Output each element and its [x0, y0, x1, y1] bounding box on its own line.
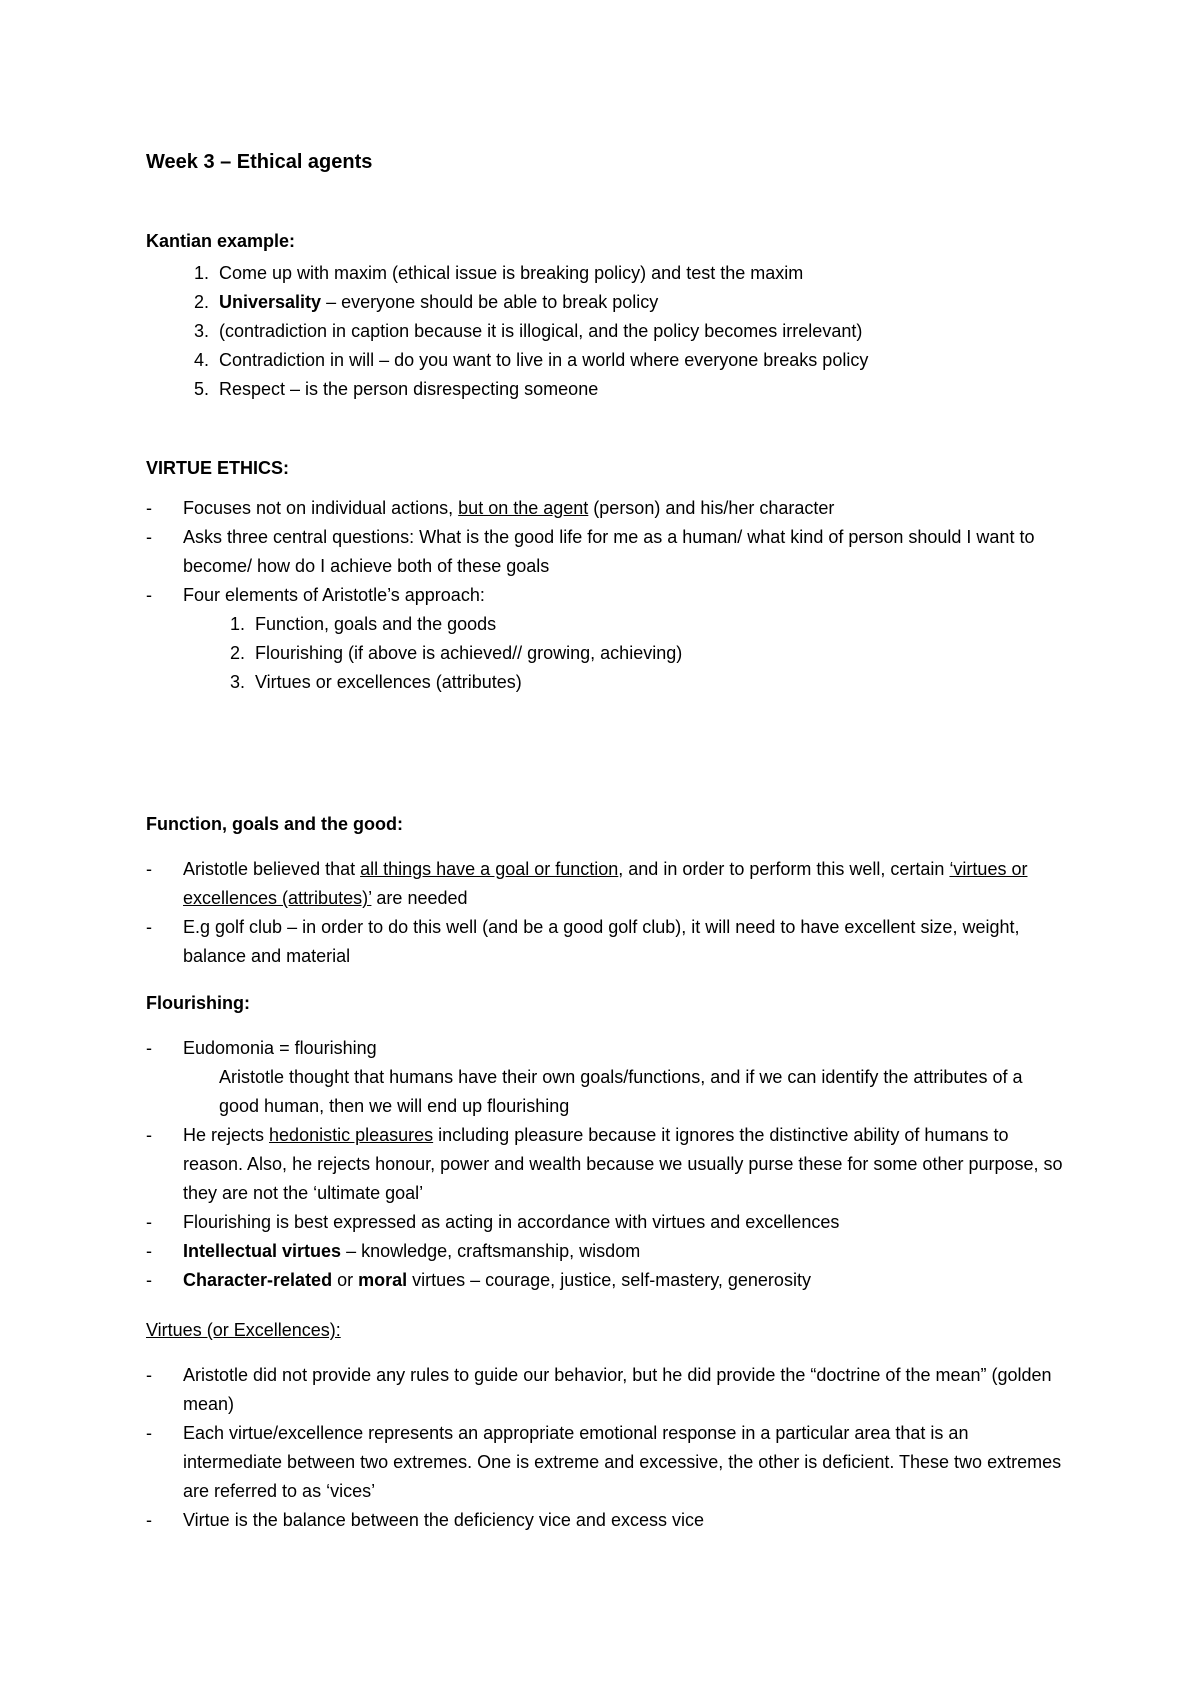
indented-note: Aristotle thought that humans have their own goals/functions, and if we can identify the attributes of a good human, then we will end up flourishing [219, 1067, 1023, 1116]
underlined-text: ‘virtues or excellences (attributes)’ [183, 859, 1028, 908]
kantian-heading: Kantian example: [146, 231, 296, 251]
bullet-dash: - [146, 917, 152, 937]
bullet-item [146, 523, 1066, 581]
sub-list-item [146, 610, 1066, 639]
bullet-text: He rejects [183, 1125, 270, 1145]
bold-term: Character-related [183, 1270, 333, 1290]
bullet-item [146, 913, 1066, 971]
list-text: Flourishing (if above is achieved// growing, achieving) [255, 643, 683, 663]
bullet-item [146, 581, 1066, 610]
bold-term: Universality [219, 292, 322, 312]
list-number: 2. [229, 643, 245, 663]
bullet-dash: - [146, 1423, 152, 1443]
bullet-dash: - [146, 859, 152, 879]
function-heading: Function, goals and the good: [146, 814, 403, 834]
virtue-ethics-heading: VIRTUE ETHICS: [146, 458, 290, 478]
bullet-text: are needed [371, 888, 468, 908]
bold-term: moral [358, 1270, 408, 1290]
flourishing-heading: Flourishing: [146, 993, 250, 1013]
bullet-text: Asks three central questions: What is the good life for me as a human/ what kind of person should I want to become/ how do I achieve both of these goals [183, 527, 1035, 576]
kantian-list [146, 259, 1066, 404]
bullet-text: Flourishing is best expressed as acting in accordance with virtues and excellences [183, 1212, 840, 1232]
sub-list-item [146, 639, 1066, 668]
bullet-dash: - [146, 1365, 152, 1385]
function-list [146, 855, 1066, 971]
bullet-text: or [332, 1270, 359, 1290]
bullet-dash: - [146, 1510, 152, 1530]
list-number: 3. [229, 672, 245, 692]
bullet-item [146, 1506, 1066, 1535]
bullet-item [146, 1361, 1066, 1419]
underlined-text: hedonistic pleasures [269, 1125, 434, 1145]
list-number: 1. [229, 614, 245, 634]
flourishing-list [146, 1034, 1066, 1295]
bullet-dash: - [146, 1241, 152, 1261]
bullet-text: E.g golf club – in order to do this well (and be a good golf club), it will need to have excellent size, weight, balance and material [183, 917, 1020, 966]
list-item [146, 317, 1066, 346]
bullet-text: – knowledge, craftsmanship, wisdom [341, 1241, 641, 1261]
list-text: (contradiction in caption because it is illogical, and the policy becomes irrelevant) [219, 321, 863, 341]
bullet-text: Focuses not on individual actions, [183, 498, 459, 518]
list-item [146, 375, 1066, 404]
list-item [146, 259, 1066, 288]
sub-list-item [146, 668, 1066, 697]
bullet-text: Aristotle believed that [183, 859, 361, 879]
list-text: Respect – is the person disrespecting someone [219, 379, 599, 399]
list-number: 3. [193, 321, 209, 341]
bullet-item [146, 1266, 1066, 1295]
bullet-text: including pleasure because it ignores the distinctive ability of humans to reason. Also, he rejects honour, power and wealth because we usually purse these for some other purpose, so they are not the ‘ultimate goal’ [183, 1125, 1063, 1203]
bold-term: Intellectual virtues [183, 1241, 342, 1261]
bullet-text: Four elements of Aristotle’s approach: [183, 585, 485, 605]
bullet-text: Eudomonia = flourishing [183, 1038, 377, 1058]
bullet-item [146, 1121, 1066, 1208]
list-text: Contradiction in will – do you want to live in a world where everyone breaks policy [219, 350, 869, 370]
bullet-item [146, 855, 1066, 913]
list-item [146, 346, 1066, 375]
underlined-text: all things have a goal or function [360, 859, 619, 879]
bullet-dash: - [146, 1270, 152, 1290]
bullet-text: Virtue is the balance between the deficiency vice and excess vice [183, 1510, 704, 1530]
list-number: 4. [193, 350, 209, 370]
list-item [146, 288, 1066, 317]
list-text: – everyone should be able to break policy [321, 292, 659, 312]
list-number: 1. [193, 263, 209, 283]
page-title: Week 3 – Ethical agents [146, 151, 373, 173]
list-text: Come up with maxim (ethical issue is breaking policy) and test the maxim [219, 263, 804, 283]
bullet-item [146, 1419, 1066, 1506]
bullet-text: virtues – courage, justice, self-mastery, generosity [407, 1270, 811, 1290]
bullet-item [146, 494, 1066, 523]
list-number: 2. [193, 292, 209, 312]
bullet-item [146, 1237, 1066, 1266]
bullet-dash: - [146, 1125, 152, 1145]
bullet-item [146, 1034, 1066, 1063]
list-text: Virtues or excellences (attributes) [255, 672, 522, 692]
bullet-dash: - [146, 1038, 152, 1058]
bullet-dash: - [146, 527, 152, 547]
bullet-dash: - [146, 585, 152, 605]
bullet-text: Each virtue/excellence represents an appropriate emotional response in a particular area that is an intermediate between two extremes. One is extreme and excessive, the other is deficient. These two extremes are referred to as ‘vices’ [183, 1423, 1062, 1501]
bullet-text: Aristotle did not provide any rules to guide our behavior, but he did provide the “doctrine of the mean” (golden mean) [183, 1365, 1052, 1414]
bullet-dash: - [146, 1212, 152, 1232]
list-text: Function, goals and the goods [255, 614, 497, 634]
bullet-dash: - [146, 498, 152, 518]
bullet-item [146, 1208, 1066, 1237]
list-number: 5. [193, 379, 209, 399]
bullet-text: , and in order to perform this well, certain [618, 859, 950, 879]
virtues-list [146, 1361, 1066, 1535]
bullet-text: (person) and his/her character [588, 498, 835, 518]
virtue-ethics-list [146, 494, 1066, 697]
underlined-text: but on the agent [458, 498, 589, 518]
virtues-heading: Virtues (or Excellences): [146, 1320, 341, 1340]
